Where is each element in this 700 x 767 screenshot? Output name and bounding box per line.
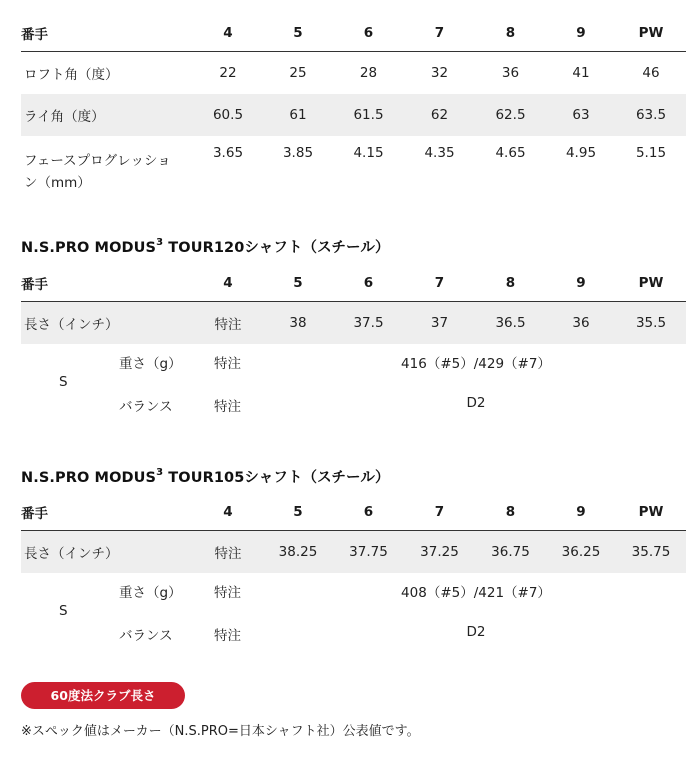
table-cell: 特注 <box>214 399 241 415</box>
table-cell: 36.25 <box>546 531 616 574</box>
length-row <box>21 531 686 574</box>
weight-label: 重さ（g） <box>119 585 182 601</box>
balance-label: バランス <box>119 399 173 415</box>
club-length-badge: 60度法クラブ長さ <box>21 682 185 709</box>
balance-value: D2 <box>466 395 486 411</box>
shaft1-table <box>21 260 686 344</box>
table-cell: 37 <box>404 302 475 345</box>
header-cell: 番手 <box>21 506 48 522</box>
table-cell: 3.85 <box>282 145 314 161</box>
header-cell: 8 <box>505 504 516 520</box>
row-label: 長さ（インチ） <box>21 302 193 345</box>
table-cell: 4.65 <box>495 145 526 161</box>
table-cell: 5.15 <box>635 145 667 161</box>
table-header-row <box>21 10 686 52</box>
table-cell: 62.5 <box>475 94 546 136</box>
header-cell: 5 <box>293 504 303 520</box>
table-cell: 62 <box>404 94 475 136</box>
header-cell: PW <box>638 275 664 291</box>
weight-row <box>21 352 686 372</box>
table-cell: 37.5 <box>333 302 404 345</box>
row-label: 長さ（インチ） <box>21 531 193 574</box>
footnote: ※スペック値はメーカー（N.S.PRO=日本シャフト社）公表値です。 <box>21 724 420 739</box>
table-cell: 特注 <box>214 356 241 372</box>
table-cell: 63 <box>546 94 616 136</box>
shaft2-title-rest: TOUR105シャフト（スチール） <box>163 470 390 486</box>
table-cell: 36.5 <box>475 302 546 345</box>
header-cell: 8 <box>505 275 516 291</box>
table-cell: 特注 <box>214 585 241 601</box>
table-cell: 46 <box>642 65 660 81</box>
weight-value: 408（#5）/421（#7） <box>401 585 551 601</box>
table-cell: 36 <box>546 302 616 345</box>
header-cell: 4 <box>223 504 233 520</box>
flex-label: S <box>59 603 68 619</box>
balance-row <box>21 624 686 644</box>
header-cell: 7 <box>434 25 445 41</box>
table-cell: 60.5 <box>193 94 263 136</box>
weight-row <box>21 581 686 601</box>
header-cell: 4 <box>223 25 233 41</box>
header-cell: 9 <box>576 275 586 291</box>
table-cell: 36.75 <box>475 531 546 574</box>
header-cell: 9 <box>576 504 586 520</box>
header-cell: 5 <box>293 25 303 41</box>
row-label-line: ン（mm） <box>24 174 91 191</box>
weight-value: 416（#5）/429（#7） <box>401 356 551 372</box>
table-cell: 4.15 <box>353 145 384 161</box>
table-cell: 36 <box>501 65 520 81</box>
table-cell: 特注 <box>214 628 241 644</box>
shaft2-title <box>21 466 390 487</box>
header-cell: 6 <box>363 25 374 41</box>
table-cell: 35.5 <box>616 302 686 345</box>
table-cell: 3.65 <box>212 145 244 161</box>
table-cell: 22 <box>219 65 237 81</box>
table-cell: 61.5 <box>333 94 404 136</box>
row-label: ロフト角（度） <box>24 67 119 83</box>
shaft2-title-sup: 3 <box>156 467 164 479</box>
row-label <box>21 136 193 207</box>
loft-row <box>21 52 686 95</box>
shaft1-title <box>21 236 390 257</box>
balance-value: D2 <box>466 624 486 640</box>
header-cell: 番手 <box>21 27 48 43</box>
header-cell: PW <box>638 25 664 41</box>
table-header-row <box>21 489 686 531</box>
table-cell: 32 <box>430 65 449 81</box>
header-cell: 4 <box>223 275 233 291</box>
table-cell: 38 <box>263 302 333 345</box>
shaft1-title-main: N.S.PRO MODUS <box>21 240 157 256</box>
balance-label: バランス <box>119 628 173 644</box>
shaft2-table <box>21 489 686 573</box>
table-cell: 37.25 <box>404 531 475 574</box>
flex-label: S <box>59 374 68 390</box>
face-progression-row <box>21 136 686 207</box>
lie-row <box>21 94 686 136</box>
weight-label: 重さ（g） <box>119 356 182 372</box>
table-cell: 4.35 <box>424 145 455 161</box>
header-cell: 6 <box>363 504 374 520</box>
table-cell: 35.75 <box>616 531 686 574</box>
header-cell: 7 <box>434 275 445 291</box>
table-cell: 特注 <box>193 531 263 574</box>
table-cell: 特注 <box>193 302 263 345</box>
row-label-line: フェースプログレッショ <box>24 152 171 169</box>
header-cell: 9 <box>576 25 586 41</box>
header-cell: 5 <box>293 275 303 291</box>
table-header-row <box>21 260 686 302</box>
head-spec-table <box>21 10 686 207</box>
table-cell: 37.75 <box>333 531 404 574</box>
shaft1-title-rest: TOUR120シャフト（スチール） <box>163 240 390 256</box>
shaft2-title-main: N.S.PRO MODUS <box>21 470 157 486</box>
shaft1-title-sup: 3 <box>156 237 164 249</box>
length-row <box>21 302 686 345</box>
header-cell: PW <box>638 504 664 520</box>
table-cell: 61 <box>263 94 333 136</box>
header-cell: 8 <box>505 25 516 41</box>
table-cell: 41 <box>572 65 590 81</box>
row-label: ライ角（度） <box>21 94 193 136</box>
header-cell: 7 <box>434 504 445 520</box>
table-cell: 4.95 <box>565 145 597 161</box>
table-cell: 63.5 <box>616 94 686 136</box>
table-cell: 38.25 <box>263 531 333 574</box>
header-cell: 番手 <box>21 277 48 293</box>
table-cell: 28 <box>359 65 378 81</box>
table-cell: 25 <box>289 65 307 81</box>
header-cell: 6 <box>363 275 374 291</box>
balance-row <box>21 395 686 415</box>
